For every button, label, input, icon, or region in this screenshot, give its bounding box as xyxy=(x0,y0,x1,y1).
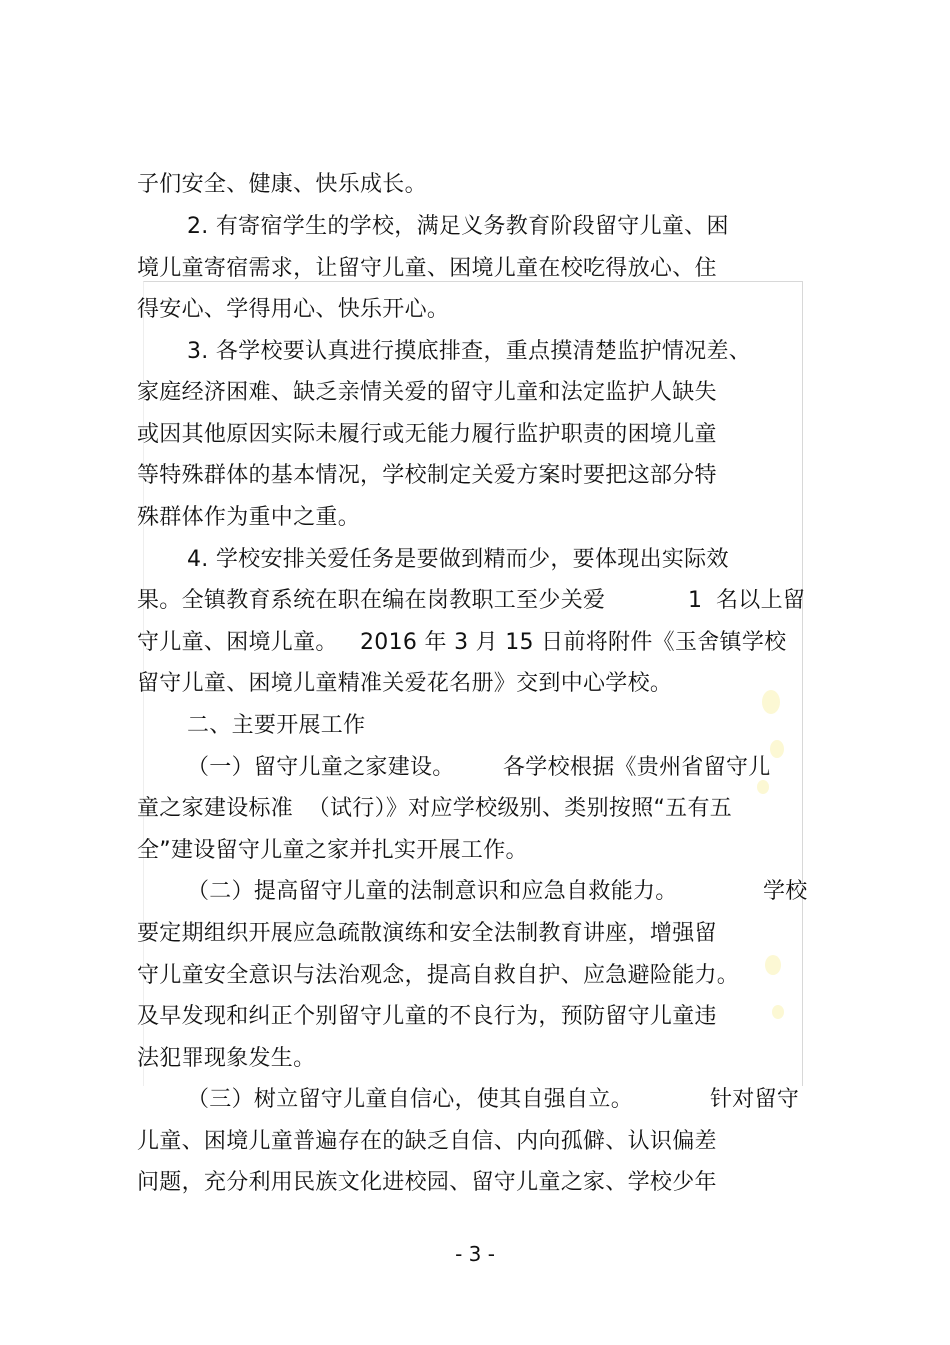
body-line-fragment: 学校 xyxy=(763,879,808,904)
body-line-fragment: 2016 年 3 月 15 日前将附件《玉舍镇学校 xyxy=(360,630,787,655)
body-line: 得安心、学得用心、快乐开心。 xyxy=(137,297,450,322)
body-line-fragment: 名以上留 xyxy=(716,588,806,613)
body-line: 全”建设留守儿童之家并扎实开展工作。 xyxy=(137,838,528,863)
scan-speck xyxy=(770,740,784,758)
body-line: 童之家建设标准 （试行）》对应学校级别、类别按照“五有五 xyxy=(137,796,733,821)
body-line: 要定期组织开展应急疏散演练和安全法制教育讲座，增强留 xyxy=(137,921,717,946)
page-number: - 3 - xyxy=(455,1242,495,1266)
body-line: 4. 学校安排关爱任务是要做到精而少，要体现出实际效 xyxy=(187,547,729,572)
section-heading: 二、主要开展工作 xyxy=(187,713,366,738)
body-line: 境儿童寄宿需求，让留守儿童、困境儿童在校吃得放心、住 xyxy=(137,256,717,281)
body-line: 3. 各学校要认真进行摸底排查，重点摸清楚监护情况差、 xyxy=(187,339,752,364)
body-line: 等特殊群体的基本情况，学校制定关爱方案时要把这部分特 xyxy=(137,463,717,488)
body-line: 儿童、困境儿童普遍存在的缺乏自信、内向孤僻、认识偏差 xyxy=(137,1129,717,1154)
scan-speck xyxy=(762,690,780,714)
scan-speck xyxy=(772,1005,784,1019)
body-line: 果。全镇教育系统在职在编在岗教职工至少关爱 xyxy=(137,588,606,613)
body-line-fragment: 针对留守 xyxy=(710,1087,800,1112)
body-line: 殊群体作为重中之重。 xyxy=(137,505,361,530)
subsection-heading: （一）留守儿童之家建设。 xyxy=(187,755,455,780)
body-line: 守儿童安全意识与法治观念，提高自救自护、应急避险能力。 xyxy=(137,963,740,988)
body-line: 及早发现和纠正个别留守儿童的不良行为，预防留守儿童违 xyxy=(137,1004,717,1029)
body-line: 问题，充分利用民族文化进校园、留守儿童之家、学校少年 xyxy=(137,1170,717,1195)
subsection-heading: （三）树立留守儿童自信心，使其自强自立。 xyxy=(187,1087,634,1112)
body-line: 或因其他原因实际未履行或无能力履行监护职责的困境儿童 xyxy=(137,422,717,447)
body-line: 家庭经济困难、缺乏亲情关爱的留守儿童和法定监护人缺失 xyxy=(137,380,717,405)
body-line: 2. 有寄宿学生的学校，满足义务教育阶段留守儿童、困 xyxy=(187,214,729,239)
body-line: 法犯罪现象发生。 xyxy=(137,1046,316,1071)
body-line: 守儿童、困境儿童。 xyxy=(137,630,338,655)
body-line: 子们安全、健康、快乐成长。 xyxy=(137,172,427,197)
body-line: 留守儿童、困境儿童精准关爱花名册》交到中心学校。 xyxy=(137,671,673,696)
subsection-heading: （二）提高留守儿童的法制意识和应急自救能力。 xyxy=(187,879,678,904)
body-line-fragment: 1 xyxy=(688,588,703,613)
body-line-fragment: 各学校根据《贵州省留守儿 xyxy=(503,755,771,780)
scan-speck xyxy=(765,955,781,975)
